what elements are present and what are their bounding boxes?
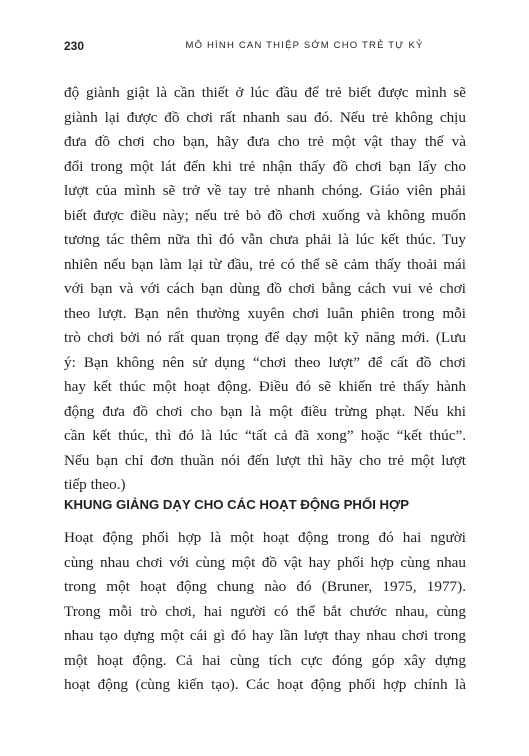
text-line: cùng nhau chơi với cùng một đồ vật hay phối hợp cùng nhau (64, 553, 466, 571)
text-line: lượt của mình sẽ trở về tay trẻ nhanh chóng. Giáo viên phải (64, 182, 466, 199)
text-line: nhiên nếu bạn làm lại từ đầu, trẻ có thể sẽ cảm thấy thoải mái (64, 255, 466, 273)
text-line: theo lượt. Bạn nên thường xuyên chơi luân phiên trong mỗi (64, 304, 466, 322)
text-line: cần kết thúc, thì đó là lúc “tất cả đã xong” hoặc “kết thúc”. (64, 427, 466, 444)
text-line: Nếu bạn chỉ đơn thuần nói đến lượt thì hãy cho trẻ một lượt (64, 451, 466, 469)
text-line: hoạt động (cùng kiến tạo). Các hoạt động phối hợp chính là (64, 676, 466, 693)
section-heading: KHUNG GIẢNG DẠY CHO CÁC HOẠT ĐỘNG PHỐI HỢP (64, 497, 410, 512)
text-line: giành lại được đồ chơi rất nhanh sau đó. Nếu trẻ không chịu (64, 108, 466, 126)
text-line: tương tác thêm nữa thì đó vẫn chưa phải là lúc kết thúc. Tuy (64, 231, 466, 248)
text-line: Trong mỗi trò chơi, hai người có thể bắt chước nhau, cùng (64, 602, 466, 620)
text-line: độ giành giật là cần thiết ở lúc đầu để trẻ biết được mình sẽ (64, 84, 466, 101)
text-line: động đưa đồ chơi cho bạn là một điều trừng phạt. Nếu khi (64, 402, 466, 420)
paragraph-turn-taking (64, 81, 466, 498)
text-line: trò chơi bởi nó rất quan trọng để dạy một kỹ năng mới. (Lưu (64, 329, 466, 346)
text-line: trong một hoạt động chung nào đó (Bruner, 1975, 1977). (64, 578, 466, 595)
text-line: biết được điều này; nếu trẻ bỏ đồ chơi xuống và không muốn (64, 206, 466, 224)
running-title: MÔ HÌNH CAN THIỆP SỚM CHO TRẺ TỰ KỶ (185, 40, 424, 51)
text-line: một hoạt động. Cả hai cùng tích cực đóng góp xây dựng (64, 651, 466, 669)
text-line: đưa đồ chơi cho bạn, hãy đưa cho trẻ một vật thay thế và (64, 133, 466, 150)
text-line: Hoạt động phối hợp là một hoạt động trong đó hai người (64, 529, 466, 546)
text-line: ý: Bạn không nên sử dụng “chơi theo lượt” để cất đồ chơi (64, 353, 466, 371)
paragraph-joint-activity (64, 526, 466, 698)
text-line: tiếp theo.) (64, 476, 126, 493)
page-header (64, 37, 465, 55)
text-line: nhau tạo dựng một cái gì đó hay lần lượt thay nhau chơi trong (64, 627, 466, 644)
page-number: 230 (64, 39, 85, 53)
text-line: hay kết thúc một hoạt động. Điều đó sẽ khiến trẻ thấy hành (64, 378, 466, 395)
text-line: đổi trong một lát đến khi trẻ nhận thấy đồ chơi bạn lấy cho (64, 157, 466, 175)
text-line: với bạn và với cách bạn dùng đồ chơi bằng cách vui vẻ chơi (64, 280, 466, 297)
